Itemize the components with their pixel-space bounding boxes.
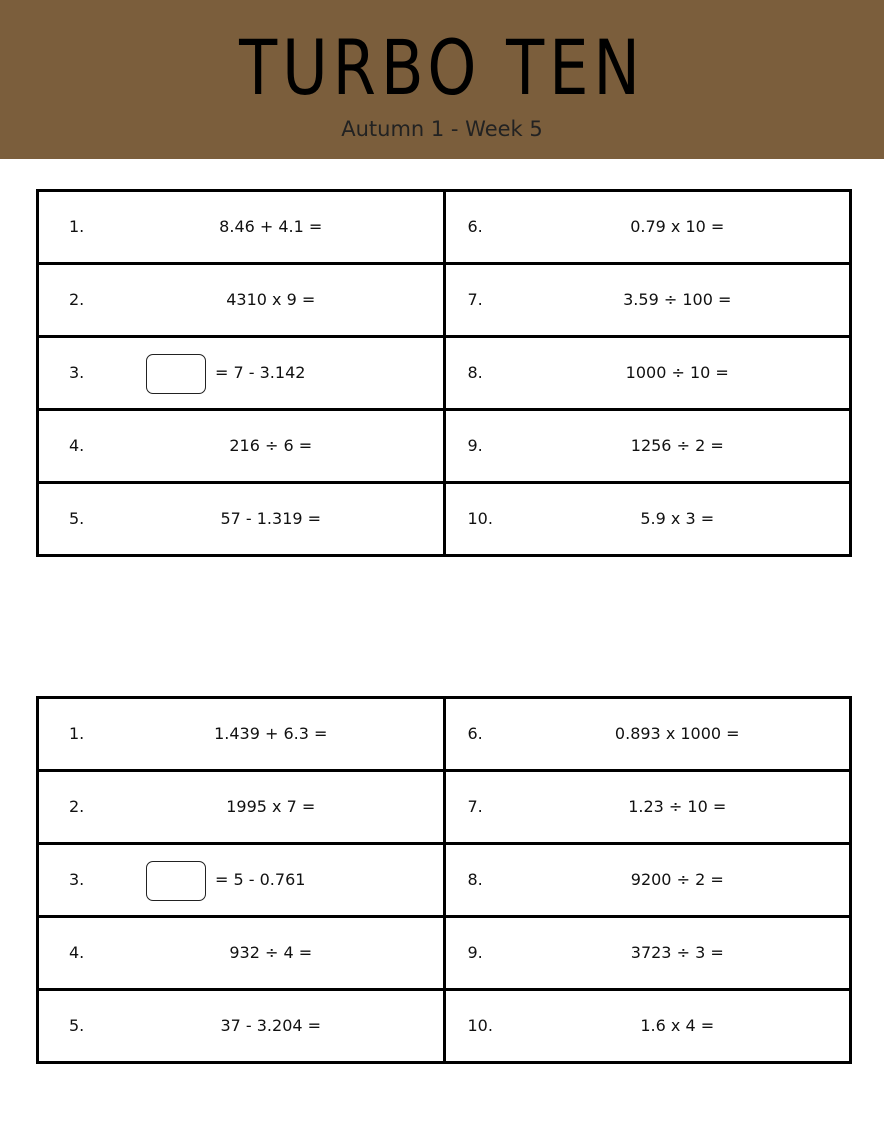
question-cell — [38, 191, 445, 264]
question-cell — [444, 771, 851, 844]
question-expression: 1000 ÷ 10 = — [625, 363, 729, 382]
question-cell — [444, 990, 851, 1063]
question-expression: 9200 ÷ 2 = — [630, 870, 724, 889]
question-expression: = 5 - 0.761 — [215, 870, 306, 889]
question-number: 6. — [467, 217, 483, 236]
question-cell — [38, 844, 445, 917]
question-cell — [38, 337, 445, 410]
question-number: 6. — [467, 724, 483, 743]
question-number: 9. — [467, 943, 483, 962]
question-cell — [38, 917, 445, 990]
question-expression: 1995 x 7 = — [226, 797, 316, 816]
question-number: 9. — [467, 436, 483, 455]
question-number: 7. — [467, 797, 483, 816]
question-cell — [444, 917, 851, 990]
question-number: 3. — [69, 870, 85, 889]
question-expression: 216 ÷ 6 = — [229, 436, 313, 455]
question-cell — [444, 483, 851, 556]
question-expression: 0.893 x 1000 = — [614, 724, 740, 743]
question-cell — [444, 698, 851, 771]
question-number: 2. — [69, 290, 85, 309]
question-number: 5. — [69, 509, 85, 528]
table-row — [38, 264, 851, 337]
question-number: 4. — [69, 436, 85, 455]
question-cell — [444, 410, 851, 483]
question-number: 7. — [467, 290, 483, 309]
question-grid-2 — [36, 696, 852, 1064]
question-expression: 1.6 x 4 = — [640, 1016, 715, 1035]
question-expression: 37 - 3.204 = — [220, 1016, 322, 1035]
table-row — [38, 844, 851, 917]
question-number: 8. — [467, 870, 483, 889]
table-row — [38, 191, 851, 264]
question-grid-1 — [36, 189, 852, 557]
question-expression: 0.79 x 10 = — [630, 217, 725, 236]
question-cell — [444, 264, 851, 337]
question-number: 5. — [69, 1016, 85, 1035]
question-expression: 8.46 + 4.1 = — [219, 217, 323, 236]
question-expression: 57 - 1.319 = — [220, 509, 322, 528]
question-number: 8. — [467, 363, 483, 382]
table-row — [38, 990, 851, 1063]
table-row — [38, 698, 851, 771]
question-number: 3. — [69, 363, 85, 382]
table-row — [38, 917, 851, 990]
answer-box[interactable] — [146, 354, 206, 394]
question-expression: 1.439 + 6.3 = — [214, 724, 328, 743]
question-cell — [444, 337, 851, 410]
table-row — [38, 483, 851, 556]
header-banner — [0, 0, 884, 159]
table-row — [38, 771, 851, 844]
page-title: TURBO TEN — [239, 23, 645, 112]
page-subtitle: Autumn 1 - Week 5 — [341, 117, 543, 141]
answer-box[interactable] — [146, 861, 206, 901]
question-cell — [444, 844, 851, 917]
question-cell — [38, 771, 445, 844]
question-cell — [38, 264, 445, 337]
question-expression: 3723 ÷ 3 = — [630, 943, 724, 962]
question-cell — [38, 698, 445, 771]
question-cell — [38, 410, 445, 483]
question-number: 10. — [467, 1016, 493, 1035]
table-row — [38, 337, 851, 410]
question-expression: 3.59 ÷ 100 = — [623, 290, 732, 309]
question-expression: 5.9 x 3 = — [640, 509, 715, 528]
question-number: 4. — [69, 943, 85, 962]
question-number: 1. — [69, 724, 85, 743]
question-expression: 1256 ÷ 2 = — [630, 436, 724, 455]
question-cell — [444, 191, 851, 264]
question-expression: 1.23 ÷ 10 = — [628, 797, 727, 816]
question-expression: 932 ÷ 4 = — [229, 943, 313, 962]
question-number: 2. — [69, 797, 85, 816]
question-expression: = 7 - 3.142 — [215, 363, 306, 382]
question-number: 1. — [69, 217, 85, 236]
table-row — [38, 410, 851, 483]
question-cell — [38, 990, 445, 1063]
question-number: 10. — [467, 509, 493, 528]
question-cell — [38, 483, 445, 556]
question-expression: 4310 x 9 = — [226, 290, 316, 309]
